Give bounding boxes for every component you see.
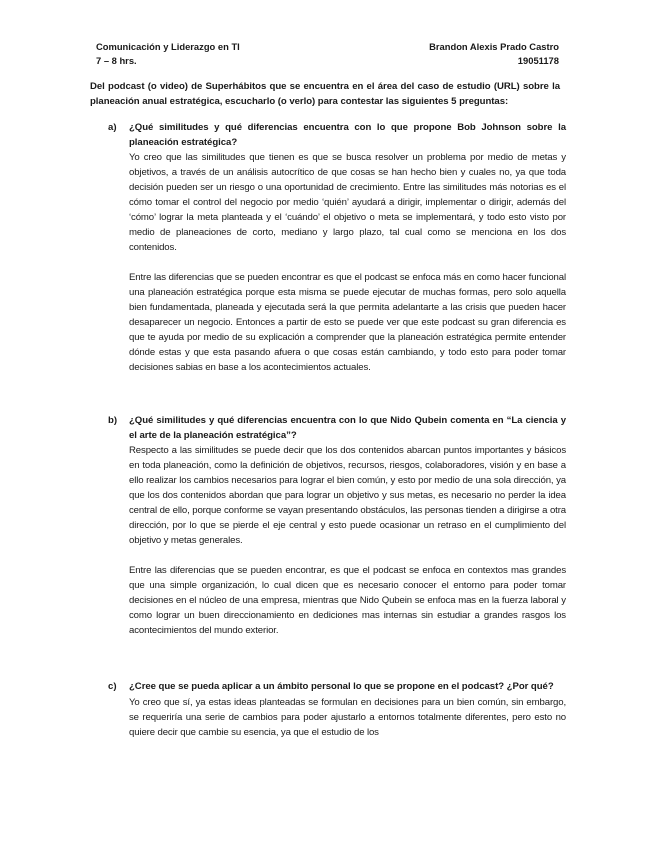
student-id: 19051178 <box>517 55 559 66</box>
question-title: ¿Cree que se pueda aplicar a un ámbito personal lo que se propone en el podcast? ¿Por qué? <box>129 681 554 692</box>
question-body <box>129 414 566 638</box>
question-letter: c) <box>108 681 117 692</box>
course-hours: 7 – 8 hrs. <box>96 55 137 66</box>
question-body <box>129 121 566 375</box>
student-name: Brandon Alexis Prado Castro <box>429 41 559 52</box>
question-letter: a) <box>108 122 117 133</box>
question-b <box>108 414 568 638</box>
header-left <box>96 40 240 68</box>
question-a <box>108 121 568 375</box>
answer-paragraph: Yo creo que las similitudes que tienen es que se busca resolver un problema por medio de metas y objetivos, a través de un análisis autocrítico de que cosas se han hecho bien y cuales no, ya que toda decisión pueden ser un riesgo o una oportunidad de crecimiento. Entre las similitudes más notorias es el cómo tomar el control del negocio por medio ‘quién’ ayudará a dirigir, implementar o dirigir, además del ‘cómo’ lograr la meta planteada y el ‘cuándo’ el objetivo o meta se implementará, y todo esto visto por medio de planeaciones de corto, mediano y largo plazo, tal cual como se menciona en los dos contenidos. <box>129 152 566 254</box>
question-body <box>129 680 566 740</box>
answer-paragraph: Entre las diferencias que se pueden encontrar, es que el podcast se enfoca en contextos mas grandes que una simple organización, lo cual dicen que es necesario conocer el entorno para poder tomar decisiones en el núcleo de una empresa, mientras que Nido Qubein se enfoca mas en la fuerza laboral y como lograr un buen direccionamiento en dediciones mas internas sin estudiar a grandes rasgos los acontecimientos del mundo exterior. <box>129 565 566 637</box>
question-title: ¿Qué similitudes y qué diferencias encuentra con lo que Nido Qubein comenta en “La ciencia y el arte de la planeación estratégica”? <box>129 415 566 441</box>
answer-paragraph: Respecto a las similitudes se puede decir que los dos contenidos abarcan puntos importantes y básicos en toda planeación, como la definición de objetivos, recursos, riesgos, colaboradores, visión y en base a ello realizar los cambios necesarios para lograr el bien común, y esto por medio de una sola dirección, ya que los dos contenidos abordan que para lograr un objetivo y sus metas, es necesario no perder la idea central de ello, porque conforme se vayan presentando obstáculos, las personas tienden a dirigirse a otra dirección, por lo que se pierde el eje central y esto puede ocasionar un retraso en el cumplimiento del objetivo y metas generales. <box>129 445 566 547</box>
header-right <box>429 40 559 68</box>
assignment-instructions: Del podcast (o video) de Superhábitos que se encuentra en el área del caso de estudio (URL) sobre la planeación anual estratégica, escucharlo (o verlo) para contestar las siguientes 5 preguntas: <box>90 81 560 107</box>
answer-paragraph: Entre las diferencias que se pueden encontrar es que el podcast se enfoca más en como hacer funcional una planeación estratégica porque esta misma se puede ejecutar de muchas formas, pero solo aquella bien fundamentada, planeada y ejecutada será la que permita adelantarte a las crisis que pueden hacer desaparecer un negocio. Entonces a partir de esto se puede ver que este podcast su gran diferencia es que te ayuda por medio de su explicación a comprender que la planeación estratégica permite entender dónde estas y que esta pasando afuera o que cosas están cambiando, y todo esto para poder tomar decisiones sabias en base a los acontecimientos actuales. <box>129 272 566 374</box>
answer-paragraph: Yo creo que sí, ya estas ideas planteadas se formulan en decisiones para un bien común, sin embargo, se requeriría una serie de cambios para poder ajustarlo a entornos totalmente diferentes, pero esto no quiere decir que cambie su esencia, ya que el estudio de los <box>129 696 566 738</box>
question-c <box>108 680 568 740</box>
question-letter: b) <box>108 415 118 426</box>
question-title: ¿Qué similitudes y qué diferencias encuentra con lo que propone Bob Johnson sobre la planeación estratégica? <box>129 122 566 148</box>
course-name: Comunicación y Liderazgo en TI <box>96 41 240 52</box>
